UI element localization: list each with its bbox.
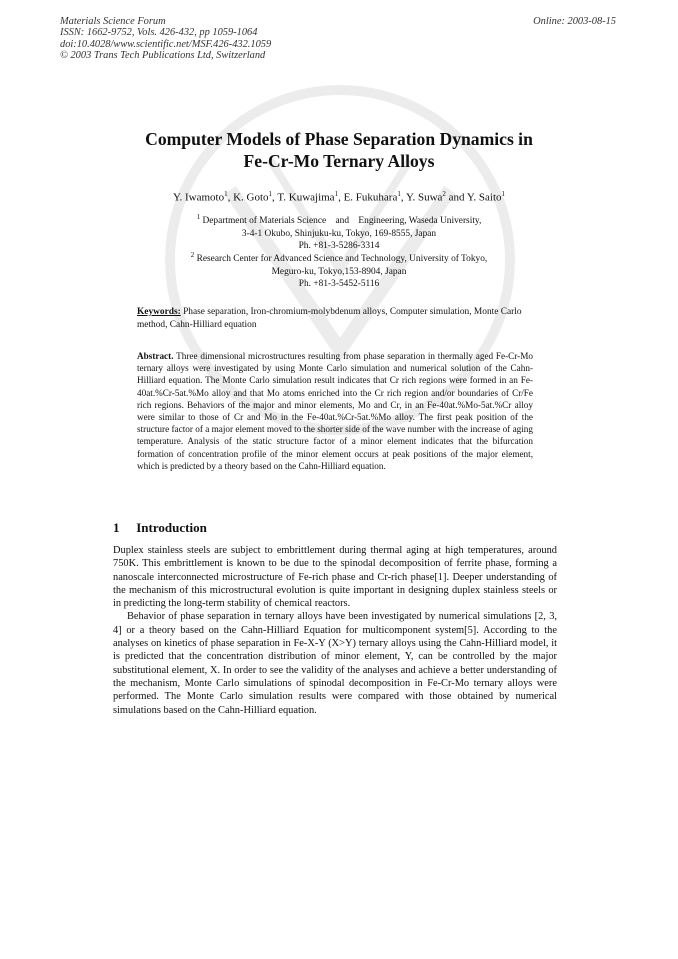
section-body [113,544,557,717]
paragraph: Duplex stainless steels are subject to embrittlement during thermal aging at high temperatures, around 750K. This embrittlement is known to be due to the spinodal decomposition of ferrite phase, forming a nanoscale interconnected microstructure of Fe-rich phase and Cr-rich phase[1]. Deeper understanding of the mechanism of this microstructural evolution is quite important in designing duplex stainless steels or in predicting the long-term stability of chemical reactors. [113,545,557,610]
online-date: Online: 2003-08-15 [533,16,616,27]
affiliation-phone: Ph. +81-3-5286-3314 [298,241,380,252]
affiliation-line: Department of Materials Science and Engineering, Waseda University, [202,216,482,227]
doi-line: doi:10.4028/www.scientific.net/MSF.426-432.1059 [60,38,272,50]
author-affiliation-mark: 1 [224,190,228,198]
affiliation-line: 3-4-1 Okubo, Shinjuku-ku, Tokyo, 169-8555, Japan [241,228,437,239]
affiliation-mark: 2 [190,251,195,259]
author-affiliation-mark: 2 [442,190,446,198]
author-name: E. Fukuhara [343,191,398,204]
affiliation-line: Meguro-ku, Tokyo,153-8904, Japan [271,266,407,277]
abstract-label: Abstract. [137,351,174,361]
author-name: K. Goto [233,191,269,204]
keywords-text: Phase separation, Iron-chromium-molybdenum alloys, Computer simulation, Monte Carlo method, Cahn-Hilliard equation [137,307,522,330]
abstract-block [137,350,533,472]
author-affiliation-mark: 1 [397,190,401,198]
author-name: Y. Iwamoto [172,191,225,204]
author-list: Y. Iwamoto$^1$, K. Goto$^1$, T. Kuwajima$^1$, E. Fukuhara$^1$, Y. Suwa$^2$ and Y. Saito$^1$ [172,190,506,204]
affiliation-2 [0,249,678,291]
keywords-label: Keywords: [137,307,181,317]
author-affiliation-mark: 1 [334,190,339,198]
author-affiliation-mark: 1 [268,190,273,198]
affiliation-phone: Ph. +81-3-5452-5116 [298,279,380,290]
journal-name: Materials Science Forum [60,16,166,27]
affiliation-line: Research Center for Advanced Science and Technology, University of Tokyo, [196,254,488,265]
affiliation-1 [0,211,678,253]
copyright-line: © 2003 Trans Tech Publications Ltd, Switzerland [60,50,266,62]
abstract-text: Three dimensional microstructures resulting from phase separation in thermally aged Fe-Cr-Mo ternary alloys were investigated by using Monte Carlo simulation and numerical solution of the Cahn-Hilliard equation. The Monte Carlo simulation result indicates that Cr rich regions were formed in an Fe-40at.%Cr-5at.%Mo alloy and that Mo atoms enriched into the Cr rich region and/or boundaries of Cr/Fe rich regions. Behaviors of the major and minor elements, Mo and Cr, in an Fe-40at.%Mo-5at.%Cr alloy were similar to those of Cr and Mo in the Fe-40at.%Cr-5at.%Mo alloy. The first peak position of the structure factor of a major element moved to the shorter side of the wave number with the increase of aging temperature. Analysis of the static structure factor of a minor element indicates that the bifurcation formation of concentration profile of the minor element occurs at peak positions of the major element, which is predicted by a theory based on the Cahn-Hilliard equation. [137,351,533,471]
title-line-2: Fe-Cr-Mo Ternary Alloys [243,151,435,171]
keywords-block [137,306,537,331]
affiliation-mark: 1 [196,213,201,221]
section-number: 1 [113,520,120,535]
author-name: Y. Suwa [405,191,443,204]
section-heading [113,520,207,536]
paper-title [0,128,678,172]
author-name: Y. Saito [466,191,502,204]
issn-line: ISSN: 1662-9752, Vols. 426-432, pp 1059-1064 [60,27,258,39]
author-affiliation-mark: 1 [501,190,506,198]
paragraph: Behavior of phase separation in ternary alloys have been investigated by numerical simulations [2, 3, 4] or a theory based on the Cahn-Hilliard Equation for multicomponent system[5]. According to the analyses on kinetics of phase separation in Fe-X-Y (X>Y) ternary alloys using the Cahn-Hilliard model, it is predicted that the concentration distribution of minor element, Y, can be controlled by the major substitutional element, X. In order to see the validity of the analyses and achieve a better understanding of the mechanism, Monte Carlo simulations of spinodal decomposition in Fe-Cr-Mo ternary alloys were performed. The Monte Carlo simulation results were compared with those obtained by numerical simulations based on the Cahn-Hilliard equation. [113,611,557,716]
section-title: Introduction [136,520,207,535]
author-name: T. Kuwajima [277,191,335,204]
publication-info [60,16,271,62]
title-line-1: Computer Models of Phase Separation Dynamics in [145,129,533,149]
